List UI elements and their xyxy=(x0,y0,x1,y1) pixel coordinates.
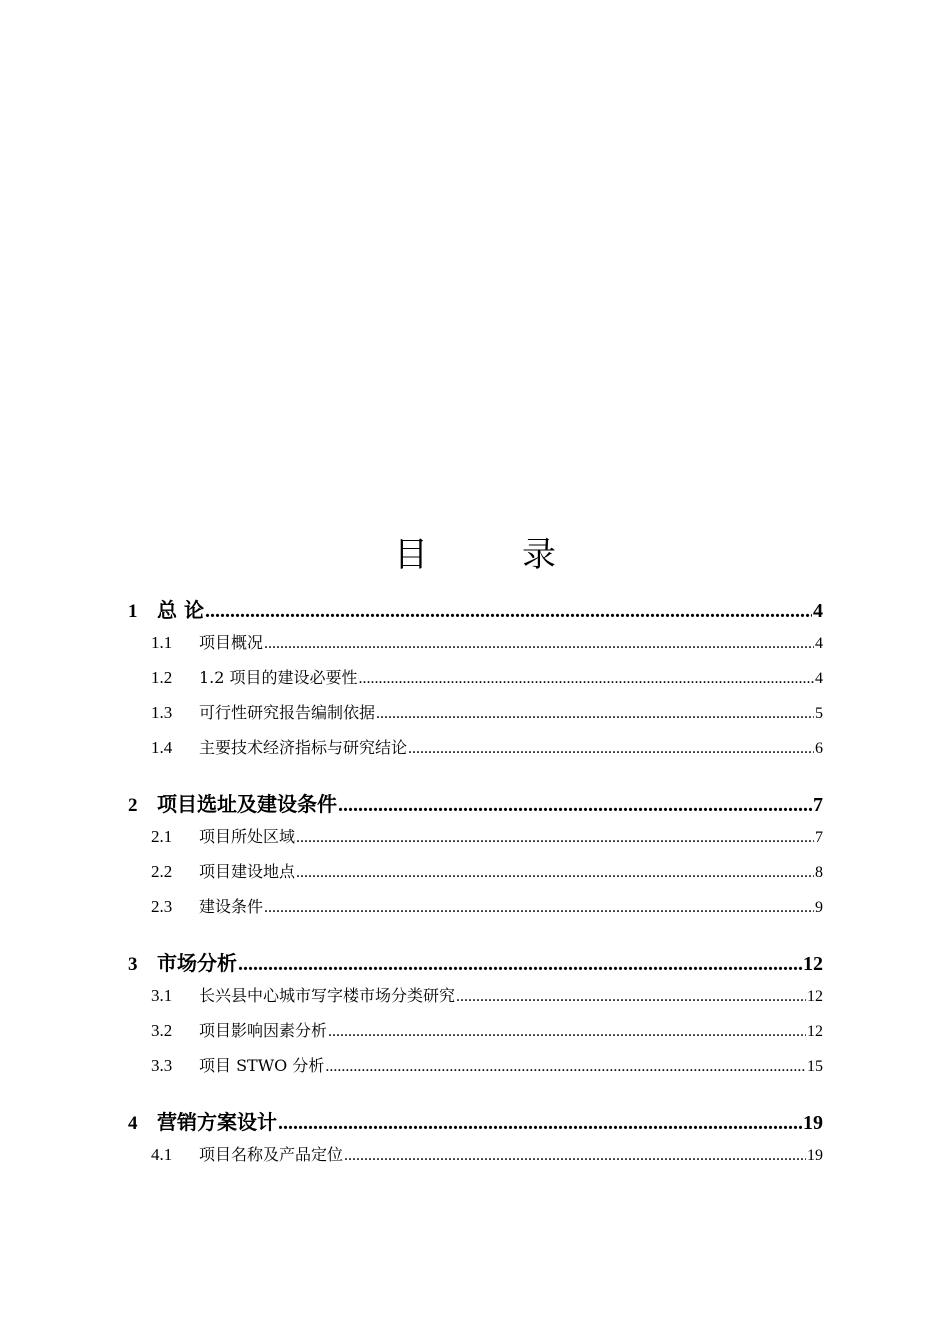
table-of-contents xyxy=(128,594,823,1195)
dot-leader xyxy=(296,864,814,882)
toc-chapter-4[interactable] xyxy=(128,1106,823,1142)
dot-leader xyxy=(376,705,814,723)
dot-leader xyxy=(238,953,802,976)
dot-leader xyxy=(325,1058,806,1076)
item-label: 项目影响因素分析 xyxy=(199,1021,328,1040)
chapter-label: 项目选址及建设条件 xyxy=(157,792,337,816)
toc-item-1-1[interactable] xyxy=(128,630,823,665)
toc-section-1 xyxy=(128,594,823,770)
item-page: 6 xyxy=(815,740,823,757)
chapter-number: 3 xyxy=(128,954,138,975)
dot-leader xyxy=(338,794,812,817)
chapter-page: 12 xyxy=(803,953,823,975)
toc-item-2-2[interactable] xyxy=(128,859,823,894)
toc-title: 目 录 xyxy=(394,535,586,575)
toc-chapter-3[interactable] xyxy=(128,947,823,983)
chapter-label: 营销方案设计 xyxy=(157,1110,277,1134)
chapter-page: 7 xyxy=(813,794,823,816)
toc-section-2 xyxy=(128,788,823,929)
chapter-label: 总 论 xyxy=(157,598,204,622)
item-page: 19 xyxy=(807,1147,823,1164)
item-number: 1.2 xyxy=(151,668,173,687)
item-page: 4 xyxy=(815,635,823,652)
toc-item-3-1[interactable] xyxy=(128,983,823,1018)
item-page: 15 xyxy=(807,1058,823,1075)
dot-leader xyxy=(328,1023,806,1041)
item-number: 1.1 xyxy=(151,633,173,652)
toc-section-4 xyxy=(128,1106,823,1177)
toc-item-4-1[interactable] xyxy=(128,1142,823,1177)
item-number: 3.2 xyxy=(151,1021,173,1040)
item-number: 3.3 xyxy=(151,1056,173,1075)
dot-leader xyxy=(205,600,812,623)
chapter-number: 2 xyxy=(128,795,138,816)
item-number: 3.1 xyxy=(151,986,173,1005)
dot-leader xyxy=(408,740,814,758)
dot-leader xyxy=(264,635,814,653)
item-page: 5 xyxy=(815,705,823,722)
toc-item-2-3[interactable] xyxy=(128,894,823,929)
item-number: 4.1 xyxy=(151,1145,173,1164)
item-label: 主要技术经济指标与研究结论 xyxy=(199,738,408,757)
toc-item-3-2[interactable] xyxy=(128,1018,823,1053)
chapter-page: 19 xyxy=(803,1112,823,1134)
item-number: 2.1 xyxy=(151,827,173,846)
chapter-number: 1 xyxy=(128,601,138,622)
item-number: 2.3 xyxy=(151,897,173,916)
item-label: 1.2 项目的建设必要性 xyxy=(199,668,358,687)
toc-item-1-2[interactable] xyxy=(128,665,823,700)
item-label: 长兴县中心城市写字楼市场分类研究 xyxy=(199,986,456,1005)
toc-section-3 xyxy=(128,947,823,1088)
toc-item-1-4[interactable] xyxy=(128,735,823,770)
item-label: 项目所处区域 xyxy=(199,827,296,846)
item-label: 项目建设地点 xyxy=(199,862,296,881)
chapter-page: 4 xyxy=(813,600,823,622)
dot-leader xyxy=(264,899,814,917)
toc-item-3-3[interactable] xyxy=(128,1053,823,1088)
item-page: 12 xyxy=(807,988,823,1005)
toc-item-1-3[interactable] xyxy=(128,700,823,735)
item-page: 12 xyxy=(807,1023,823,1040)
item-page: 4 xyxy=(815,670,823,687)
item-label: 可行性研究报告编制依据 xyxy=(199,703,376,722)
item-number: 1.4 xyxy=(151,738,173,757)
item-number: 1.3 xyxy=(151,703,173,722)
item-label: 项目名称及产品定位 xyxy=(199,1145,344,1164)
toc-chapter-2[interactable] xyxy=(128,788,823,824)
item-label: 建设条件 xyxy=(199,897,264,916)
item-page: 8 xyxy=(815,864,823,881)
toc-chapter-1[interactable] xyxy=(128,594,823,630)
dot-leader xyxy=(359,670,814,688)
dot-leader xyxy=(296,829,814,847)
item-label: 项目概况 xyxy=(199,633,264,652)
toc-item-2-1[interactable] xyxy=(128,824,823,859)
dot-leader xyxy=(344,1147,806,1165)
item-label: 项目 STWO 分析 xyxy=(199,1056,325,1075)
item-page: 7 xyxy=(815,829,823,846)
item-page: 9 xyxy=(815,899,823,916)
chapter-number: 4 xyxy=(128,1113,138,1134)
dot-leader xyxy=(278,1112,802,1135)
dot-leader xyxy=(456,988,806,1006)
item-number: 2.2 xyxy=(151,862,173,881)
chapter-label: 市场分析 xyxy=(157,951,237,975)
